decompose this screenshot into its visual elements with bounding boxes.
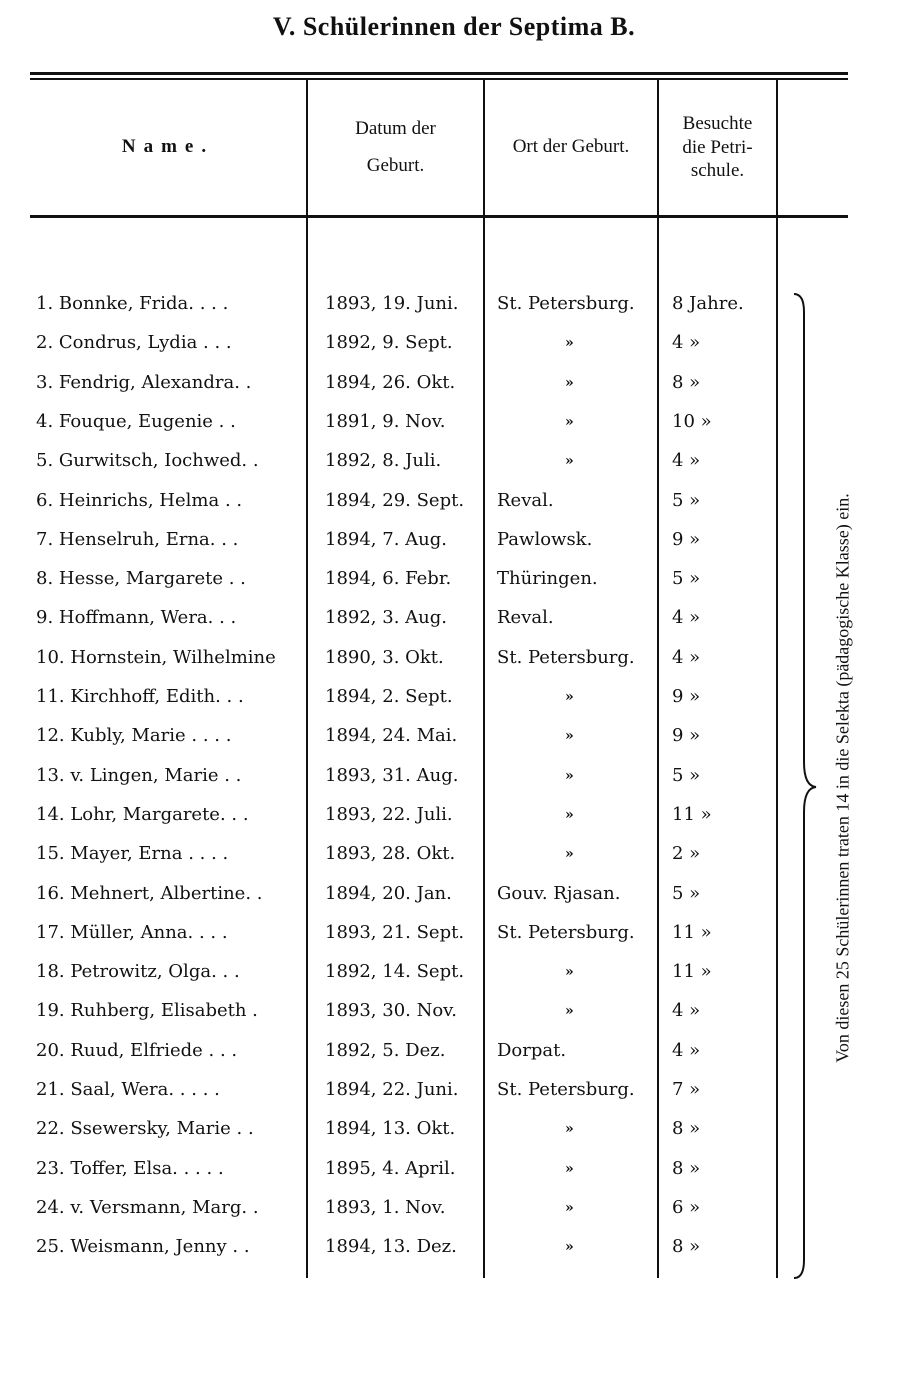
student-name: 23. Toffer, Elsa. . . . . — [36, 1157, 224, 1179]
years-attended: 8 Jahre. — [672, 293, 744, 314]
years-attended: 9 » — [672, 686, 701, 707]
student-name: 17. Müller, Anna. . . . — [36, 921, 228, 943]
years-attended: 5 » — [672, 489, 701, 511]
table-row — [0, 568, 908, 607]
table-row — [0, 450, 908, 489]
years-attended: 11 » — [672, 921, 712, 943]
years-attended: 4 » — [672, 450, 701, 472]
birth-place: St. Petersburg. — [497, 921, 635, 943]
years-attended: 8 » — [672, 371, 701, 393]
side-note — [823, 293, 863, 1263]
table-row — [0, 411, 908, 450]
table-row — [0, 804, 908, 843]
birth-place: » — [565, 689, 574, 705]
birth-date: 1894, 13. Okt. — [325, 1118, 456, 1140]
table-row — [0, 1079, 908, 1118]
birth-date: 1894, 20. Jan. — [325, 882, 452, 904]
birth-place: » — [565, 728, 574, 745]
birth-place: Pawlowsk. — [497, 528, 593, 550]
birth-place: Reval. — [497, 607, 554, 629]
header-date-line1: Datum der — [355, 118, 436, 140]
student-name: 10. Hornstein, Wilhelmine — [36, 646, 276, 668]
header-years-line2: die Petri- — [682, 136, 753, 158]
birth-date: 1893, 30. Nov. — [325, 1000, 457, 1022]
birth-place: » — [565, 1121, 574, 1138]
birth-place: Gouv. Rjasan. — [497, 882, 621, 904]
header-place — [485, 80, 657, 215]
birth-date: 1893, 19. Juni. — [325, 293, 459, 314]
birth-date: 1895, 4. April. — [325, 1157, 456, 1179]
header-years — [659, 80, 776, 215]
birth-place: Dorpat. — [497, 1039, 567, 1061]
header-years-line3: schule. — [690, 160, 745, 182]
header-date — [308, 80, 483, 215]
table-row — [0, 1236, 908, 1275]
years-attended: 4 » — [672, 1000, 701, 1022]
header-place-text: Ort der Geburt. — [512, 136, 630, 158]
student-name: 25. Weismann, Jenny . . — [36, 1236, 250, 1258]
years-attended: 9 » — [672, 528, 701, 550]
right-curly-brace — [790, 292, 820, 1282]
birth-place: » — [565, 964, 574, 981]
birth-place: » — [565, 1239, 574, 1256]
page-title: V. Schülerinnen der Septima B. — [272, 12, 636, 41]
student-name: 4. Fouque, Eugenie . . — [36, 410, 236, 432]
table-row — [0, 647, 908, 686]
birth-place: St. Petersburg. — [497, 1079, 635, 1100]
student-name: 1. Bonnke, Frida. . . . — [36, 293, 229, 314]
years-attended: 8 » — [672, 1236, 701, 1258]
student-name: 3. Fendrig, Alexandra. . — [36, 371, 252, 393]
student-name: 2. Condrus, Lydia . . . — [36, 332, 232, 354]
birth-place: » — [565, 374, 574, 391]
header-name — [30, 80, 306, 215]
table-row — [0, 332, 908, 371]
table-row — [0, 686, 908, 725]
birth-place: » — [565, 335, 574, 352]
birth-place: » — [565, 413, 574, 430]
table-row — [0, 293, 908, 332]
birth-date: 1894, 7. Aug. — [325, 528, 447, 550]
student-name: 7. Henselruh, Erna. . . — [36, 528, 239, 550]
years-attended: 8 » — [672, 1118, 701, 1140]
years-attended: 4 » — [672, 332, 701, 354]
years-attended: 2 » — [672, 843, 701, 865]
student-name: 13. v. Lingen, Marie . . — [36, 764, 242, 786]
student-name: 9. Hoffmann, Wera. . . — [36, 607, 237, 629]
header-bottom-rule — [30, 215, 848, 218]
table-row — [0, 1000, 908, 1039]
birth-date: 1893, 22. Juli. — [325, 803, 453, 825]
birth-place: » — [565, 767, 574, 784]
years-attended: 9 » — [672, 725, 701, 747]
years-attended: 8 » — [672, 1157, 701, 1179]
student-name: 21. Saal, Wera. . . . . — [36, 1079, 220, 1100]
birth-place: » — [565, 846, 574, 863]
table-row — [0, 883, 908, 922]
table-row — [0, 961, 908, 1000]
birth-date: 1890, 3. Okt. — [325, 646, 444, 668]
birth-date: 1894, 24. Mai. — [325, 725, 458, 747]
years-attended: 11 » — [672, 961, 712, 983]
years-attended: 4 » — [672, 1039, 701, 1061]
birth-date: 1893, 31. Aug. — [325, 764, 459, 786]
table-row — [0, 529, 908, 568]
table-row — [0, 725, 908, 764]
birth-date: 1892, 9. Sept. — [325, 332, 453, 354]
birth-date: 1894, 29. Sept. — [325, 489, 465, 511]
birth-place: » — [565, 1199, 574, 1216]
years-attended: 4 » — [672, 646, 701, 668]
birth-date: 1893, 1. Nov. — [325, 1196, 446, 1218]
table-row — [0, 1197, 908, 1236]
student-name: 18. Petrowitz, Olga. . . — [36, 961, 240, 983]
birth-place: » — [565, 453, 574, 470]
birth-place: Reval. — [497, 489, 554, 511]
student-name: 20. Ruud, Elfriede . . . — [36, 1039, 238, 1061]
table-row — [0, 372, 908, 411]
student-name: 16. Mehnert, Albertine. . — [36, 882, 263, 904]
table-row — [0, 1040, 908, 1079]
student-name: 19. Ruhberg, Elisabeth . — [36, 1000, 258, 1022]
student-name: 5. Gurwitsch, Iochwed. . — [36, 450, 259, 472]
birth-date: 1892, 3. Aug. — [325, 607, 447, 629]
student-name: 15. Mayer, Erna . . . . — [36, 843, 229, 865]
birth-date: 1894, 13. Dez. — [325, 1236, 457, 1258]
table-row — [0, 1158, 908, 1197]
header-date-line2: Geburt. — [366, 154, 425, 176]
years-attended: 7 » — [672, 1079, 701, 1100]
years-attended: 6 » — [672, 1196, 701, 1218]
birth-date: 1894, 2. Sept. — [325, 686, 453, 707]
student-name: 12. Kubly, Marie . . . . — [36, 725, 232, 747]
student-name: 6. Heinrichs, Helma . . — [36, 489, 243, 511]
years-attended: 5 » — [672, 764, 701, 786]
student-name: 22. Ssewersky, Marie . . — [36, 1118, 254, 1140]
table-row — [0, 843, 908, 882]
header-name-text: Name. — [121, 136, 215, 158]
birth-date: 1893, 28. Okt. — [325, 843, 456, 865]
birth-date: 1892, 14. Sept. — [325, 961, 465, 983]
birth-date: 1894, 6. Febr. — [325, 568, 452, 590]
birth-date: 1893, 21. Sept. — [325, 921, 465, 943]
birth-place: » — [565, 1003, 574, 1020]
student-name: 24. v. Versmann, Marg. . — [36, 1196, 259, 1218]
student-name: 8. Hesse, Margarete . . — [36, 568, 246, 590]
birth-place: St. Petersburg. — [497, 293, 635, 314]
side-note-text: Von diesen 25 Schülerinnen traten 14 in die Selekta (pädagogische Klasse) ein. — [832, 493, 853, 1063]
birth-date: 1892, 8. Juli. — [325, 450, 442, 472]
table-row — [0, 607, 908, 646]
years-attended: 10 » — [672, 410, 712, 432]
table-row — [0, 490, 908, 529]
years-attended: 11 » — [672, 803, 712, 825]
student-name: 11. Kirchhoff, Edith. . . — [36, 686, 244, 707]
years-attended: 4 » — [672, 607, 701, 629]
birth-place: Thüringen. — [497, 568, 598, 590]
top-rule-thick — [30, 72, 848, 75]
birth-date: 1892, 5. Dez. — [325, 1039, 446, 1061]
birth-date: 1894, 26. Okt. — [325, 371, 456, 393]
table-row — [0, 922, 908, 961]
birth-date: 1891, 9. Nov. — [325, 410, 446, 432]
birth-place: » — [565, 806, 574, 823]
table-row — [0, 1118, 908, 1157]
table-row — [0, 765, 908, 804]
birth-place: St. Petersburg. — [497, 646, 635, 668]
years-attended: 5 » — [672, 568, 701, 590]
footer-band — [0, 1300, 908, 1390]
birth-date: 1894, 22. Juni. — [325, 1079, 459, 1100]
header-years-line1: Besuchte — [682, 112, 753, 134]
years-attended: 5 » — [672, 882, 701, 904]
birth-place: » — [565, 1160, 574, 1177]
student-name: 14. Lohr, Margarete. . . — [36, 803, 249, 825]
